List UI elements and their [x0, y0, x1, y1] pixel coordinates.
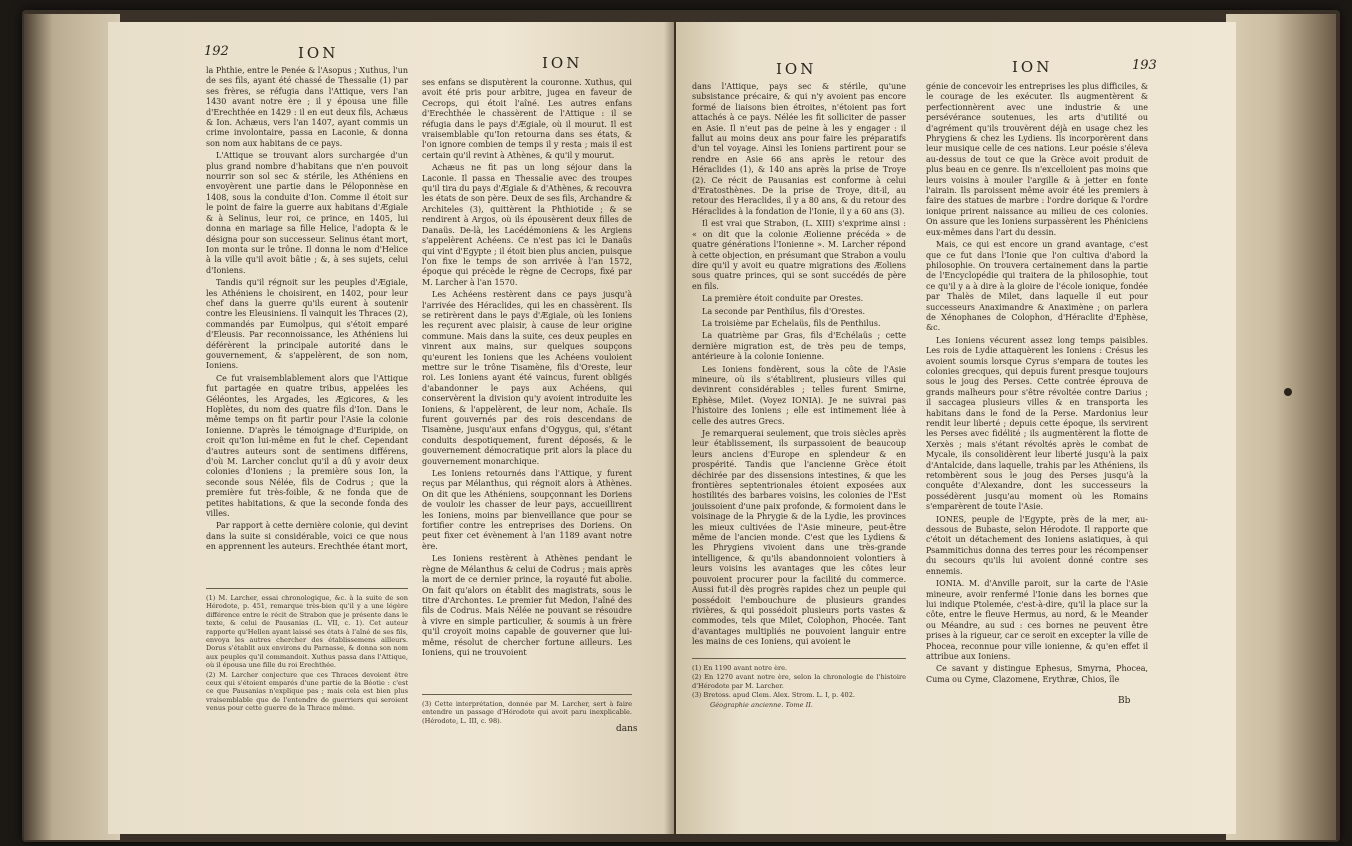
paragraph: Tandis qu'il régnoit sur les peuples d'Ægiale, les Athéniens le choisirent, en 1402, pour leur chef dans la guerre qu'ils eurent à soutenir contre les Eleusiniens. Il vainquit les Thraces (2), commandés par Eumolpus, qui s'étoit emparé d'Eleusis. Par reconnoissance, les Athéniens lui déférèrent la principale autorité dans le gouvernement, & s'appelèrent, de son nom, Ioniens. — [206, 278, 408, 371]
paragraph: Par rapport à cette dernière colonie, qui devint dans la suite si considérable, voici ce que nous en apprennent les auteurs. Erechthée étant mort, — [206, 521, 408, 552]
text-column-2 — [422, 78, 632, 660]
page-number: 192 — [204, 44, 229, 59]
paragraph: La troisième par Echelaüs, fils de Penthilus. — [702, 318, 881, 328]
footnote: (2) En 1270 avant notre ère, selon la chronologie de l'histoire d'Hérodote par M. Larcher. — [692, 673, 906, 690]
paragraph: Les Achéens restèrent dans ce pays jusqu'à l'arrivée des Héraclides, qui les en chassèrent. Ils se retirèrent dans le pays d'Ægiale, où les Ioniens les reçurent avec plaisir, à cause de leur origine commune. Mais dans la suite, ces deux peuples en vinrent aux mains, sur quelques soupçons qu'eurent les Ioniens que les Achéens vouloient mettre sur le trône Tisamène, fils d'Oreste, leur roi. Les Ioniens ayant été vaincus, furent obligés d'abandonner le pays aux Achéens, qui conservèrent la division qu'y avoient introduite les Ioniens, & l'appelèrent, de leur nom, Achaïe. Ils furent gouvernés par des rois descendans de Tisamène, jusqu'aux enfans d'Ogygus, qui, s'étant conduits despotiquement, furent déposés, & le gouvernement démocratique prit alors la place du gouvernement monarchique. — [422, 290, 632, 466]
footnote-rule — [692, 658, 906, 659]
right-page — [676, 22, 1236, 834]
text-column-1 — [692, 82, 906, 650]
paragraph: génie de concevoir les entreprises les plus difficiles, & le courage de les exécuter. Ils augmentèrent & perfectionnèrent avec une industrie & une persévérance soutenues, les arts d'utilité ou d'agrément qu'ils trouvèrent déjà en usage chez les Phrygiens & chez les Lydiens. Ils incorporèrent dans leur musique celle de ces nations. Leur poésie s'éleva au-dessus de tout ce que la Grèce avoit produit de plus beau en ce genre. Ils n'excelloient pas moins que leurs voisins à mouler l'argille & à jetter en fonte l'airain. Ils paroissent même avoir été les premiers à faire des statues de marbre : l'ordre dorique & l'ordre ionique prirent naissance au milieu de ces colonies. On assure que les Ioniens surpassèrent les Phéniciens eux-mêmes dans l'art du dessin. — [926, 82, 1148, 237]
column-head: ION — [776, 60, 817, 78]
page-edge-left — [24, 14, 120, 840]
paragraph: Ce savant y distingue Ephesus, Smyrna, Phocea, Cuma ou Cyme, Clazomene, Erythræ, Chios, île — [926, 664, 1148, 684]
page-hole-mark — [1284, 388, 1292, 396]
paragraph: Les Ioniens vécurent assez long temps paisibles. Les rois de Lydie attaquèrent les Ioniens : Crésus les avoient soumis lorsque Cyrus s'empara de toutes les colonies grecques, qui depuis furent presque toujours sous le joug des Perses. Cette contrée éprouva de grands malheurs pour s'être révoltée contre Darius ; il saccagea plusieurs villes & en transporta les habitans dans le fond de la Perse. Mardonius leur rendit leur liberté ; depuis cette époque, ils servirent les Perses avec fidélité ; ils augmentèrent la flotte de Xerxès ; mais s'étant révoltés après le combat de Mycale, ils consolidèrent leur liberté jusqu'à la paix d'Antalcide, dans laquelle, trahis par les Athéniens, ils retombèrent sous le joug des Perses jusqu'à la conquête d'Alexandre, dont les successeurs la possédèrent jusqu'au moment où les Romains s'emparèrent de toute l'Asie. — [926, 335, 1148, 512]
footnote: (1) En 1190 avant notre ère. — [692, 664, 788, 672]
footnote: Géographie ancienne. Tome II. — [710, 700, 813, 709]
left-page — [108, 22, 674, 834]
paragraph: dans l'Attique, pays sec & stérile, qu'une subsistance précaire, & qui n'y avoient pas encore formé de liaisons bien étroites, n'étoient pas fort attachés à ce pays. Nélée les fit solliciter de passer en Asie. Il n'eut pas de peine à les y engager : il fallut au moins deux ans pour faire les préparatifs d'un tel voyage. Ainsi les Ioniens partirent pour se rendre en Asie 66 ans après le retour des Héraclides (1), & 140 ans après la prise de Troye (2). Ce récit de Pausanias est conforme à celui d'Eratosthènes. De la prise de Troye, dit-il, au retour des Heraclides, il y a 80 ans, & du retour des Héraclides à la fondation de l'Ionie, il y a 60 ans (3). — [692, 82, 906, 216]
paragraph: Mais, ce qui est encore un grand avantage, c'est que ce fut dans l'Ionie que l'on cultiva d'abord la philosophie. On trouvera certainement dans la partie de l'Encyclopédie qui traitera de la philosophie, tout ce qu'il y a à dire à la gloire de l'école ionique, fondée par Thalès de Milet, dans laquelle il eut pour successeurs Anaximandre & Anaximène ; on parlera de Xénophanes de Colophon, d'Héraclite d'Ephèse, &c. — [926, 240, 1148, 333]
paragraph: Les Ioniens fondèrent, sous la côte de l'Asie mineure, où ils s'établirent, plusieurs villes qui devinrent considérables ; telles furent Smirne, Ephèse, Milet. (Voyez IONIA). Je ne suivrai pas l'histoire des Ioniens ; elle est intimement liée à celle des autres Grecs. — [692, 364, 906, 426]
catchword: dans — [616, 724, 638, 734]
text-column-2 — [926, 82, 1148, 687]
paragraph: Les Ioniens retournés dans l'Attique, y furent reçus par Mélanthus, qui régnoit alors à Athènes. On dit que les Athéniens, soupçonnant les Doriens de vouloir les chasser de leur pays, accueillirent les Ioniens, moins par bienveillance que pour se fortifier contre les entreprises des Doriens. On peut fixer cet évènement à l'an 1189 avant notre ère. — [422, 469, 632, 551]
footnote: (1) M. Larcher, essai chronologique, &c. à la suite de son Hérodote, p. 451, remarque très-bien qu'il y a une légère différence entre le récit de Strabon que je présente dans le texte, & celui de Pausanias (L. VII, c. 1). Cet auteur rapporte qu'Hellen ayant laissé ses états à l'aîné de ses fils, envoya les autres chercher des établissemens ailleurs. Dorus s'établit aux environs du Parnasse, & donna son nom aux peuples qu'il commandoit. Xuthus passa dans l'Attique, où il épousa une fille du roi Erechthée. — [206, 594, 408, 670]
paragraph: ses enfans se disputèrent la couronne. Xuthus, qui avoit été pris pour arbitre, jugea en faveur de Cecrops, qui étoit l'aîné. Les autres enfans d'Erechthée le chassèrent de l'Attique : il se réfugia dans le pays d'Ægiale, où il mourut. Il est vraisemblable qu'Ion retourna dans ses états, & l'on ignore combien de temps il y resta ; mais il est certain qu'il revint à Athènes, & qu'il y mourut. — [422, 78, 632, 160]
paragraph: IONES, peuple de l'Egypte, près de la mer, au-dessous de Bubaste, selon Hérodote. Il rapporte que c'étoit un détachement des Ioniens asiatiques, à qui Psammitichus donna des terres pour les récompenser du secours qu'ils lui avoient donné contre ses ennemis. — [926, 514, 1148, 576]
paragraph: L'Attique se trouvant alors surchargée d'un plus grand nombre d'habitans que n'en pouvoit nourrir son sol sec & stérile, les Athéniens en envoyèrent une partie dans le Péloponnèse en 1408, sous la conduite d'Ion. Comme il étoit sur le point de faire la guerre aux habitans d'Ægiale & à Selinus, leur roi, ce prince, en 1405, lui donna en mariage sa fille Helice, l'adopta & le désigna pour son successeur. Selinus étant mort, Ion monta sur le trône. Il donna le nom d'Helice à la ville qu'il avoit bâtie ; &, à ses sujets, celui d'Ioniens. — [206, 151, 408, 275]
paragraph: IONIA. M. d'Anville paroit, sur la carte de l'Asie mineure, avoir renfermé l'Ionie dans les bornes que lui indique Ptolemée, c'est-à-dire, qu'il la place sur la côte, entre le fleuve Hermus, au nord, & le Meander ou Méandre, au sud : ces bornes ne peuvent être prises à la rigueur, car ce seroit en excepter la ville de Phocea, reconnue pour ville ionienne, & qu'en effet il attribue aux Ioniens. — [926, 579, 1148, 661]
paragraph: la Phthie, entre le Penée & l'Asopus ; Xuthus, l'un de ses fils, ayant été chassé de Thessalie (1) par ses frères, se réfugia dans l'Attique, vers l'an 1430 avant notre ère ; il y épousa une fille d'Erechthée en 1429 : il en eut deux fils, Achæus & Ion. Achæus, vers l'an 1407, ayant commis un crime involontaire, passa en Laconie, & donna son nom aux habitans de ce pays. — [206, 66, 409, 148]
paragraph: Achæus ne fit pas un long séjour dans la Laconie. Il passa en Thessalie avec des troupes qu'il tira du pays d'Ægiale & d'Athènes, & recouvra les états de son père. Deux de ses fils, Archandre & Architeles (3), quittèrent la Phthiotide ; & se rendirent à Argos, où ils épousèrent deux filles de Danaüs. De-là, les Lacédémoniens & les Argiens s'appelèrent Achéens. Ce n'est pas ici le Danaüs qui vint d'Egypte ; il étoit bien plus ancien, puisque l'on fixe le temps de son arrivée à l'an 1572, époque qui précède le règne de Cecrops, fixé par M. Larcher à l'an 1570. — [422, 163, 632, 287]
column-head: ION — [542, 54, 583, 72]
paragraph: La seconde par Penthilus, fils d'Orestes. — [702, 306, 865, 316]
footnote-rule — [206, 588, 408, 589]
paragraph: Les Ioniens restèrent à Athènes pendant le règne de Mélanthus & celui de Codrus ; mais après la mort de ce dernier prince, la royauté fut abolie. On fait qu'alors on établit des magistrats, sous le titre d'Archontes. Le premier fut Medon, l'aîné des fils de Codrus. Mais Nélée ne pouvant se résoudre à vivre en simple particulier, & soumis à un frère qu'il croyoit moins capable de gouverner que lui-même, résolut de chercher fortune ailleurs. Les Ioniens, qui ne trouvoient — [422, 554, 632, 657]
running-head: ION — [298, 44, 339, 62]
text-column-1 — [206, 66, 408, 555]
footnotes-column-2 — [422, 700, 632, 726]
paragraph: Ce fut vraisemblablement alors que l'Attique fut partagée en quatre tribus, appelées les Géléontes, les Argades, les Ægicores, & les Hoplètes, du nom des quatre fils d'Ion. Dans le même temps on fit partir pour l'Asie la colonie Ionienne. D'après le témoignage d'Euripide, on croit qu'Ion lui-même en fut le chef. Cependant d'autres auteurs sont de sentimens différens, d'où M. Larcher conclut qu'il a dû y avoir deux colonies d'Ioniens ; la première sous Ion, la seconde sous Nélée, fils de Codrus ; que la première fut très-foible, & ne fonda que de petites habitations, & que la seconde fonda des villes. — [206, 373, 408, 519]
footnote: (2) M. Larcher conjecture que ces Thraces devoient être ceux qui s'étoient emparés d'une partie de la Béotie : c'est ce que Pausanias n'explique pas ; mais cela est bien plus vraisemblable que de l'entendre de guerriers qui seroient venus pour cette guerre de la Thrace même. — [206, 670, 408, 713]
footnote: (3) Bretoss. apud Clem. Alex. Strom. L. I, p. 402. — [692, 691, 856, 700]
footnote-rule — [422, 694, 632, 695]
paragraph: Je remarquerai seulement, que trois siècles après leur établissement, ils surpassoient de beaucoup leurs anciens d'Europe en splendeur & en prospérité. Tandis que l'ancienne Grèce étoit déchirée par des dissensions intestines, & que les frontières septentrionales étoient exposées aux hostilités des barbares voisins, les colonies de l'Est jouissoient d'une paix profonde, & formoient dans le voisinage de la Phrygie & de la Lydie, les provinces les mieux cultivées de l'Asie mineure, peut-être même de l'ancien monde. C'est que les Lydiens & les Phrygiens vivoient dans une très-grande intelligence, & qu'ils abandonnoient volontiers à leurs voisins les avantages que les côtes leur pouvoient procurer pour la facilité du commerce. Aussi fut-il dès progrès rapides chez un peuple qui possédoit l'embouchure de plusieurs grandes rivières, & qui possédoit plusieurs ports vastes & commodes, tels que Milet, Colophon, Phocée. Tant d'avantages multipliés ne pouvoient languir entre les mains de ces Ioniens, qui avoient le — [692, 429, 906, 647]
catchword: Bb — [1118, 696, 1131, 706]
paragraph: La première étoit conduite par Orestes. — [702, 294, 864, 304]
footnotes-column-1 — [692, 664, 906, 710]
running-head: ION — [1012, 58, 1053, 76]
page-number: 193 — [1132, 58, 1157, 73]
footnotes-column-1 — [206, 594, 408, 714]
page-edge-right — [1226, 14, 1336, 840]
footnote: (3) Cette interprétation, donnée par M. Larcher, sert à faire entendre un passage d'Hérodote qui avoit paru inexplicable. (Hérodote, L. III, c. 98). — [422, 700, 632, 725]
paragraph: Il est vrai que Strabon, (L. XIII) s'exprime ainsi : « on dit que la colonie Æolienne précéda » de quatre générations l'Ionienne ». M. Larcher répond à cette objection, en présumant que Strabon a voulu dire qu'il y avoit eu quatre migrations des Æoliens sous quatre princes, qui se sont succédés de père en fils. — [692, 219, 906, 291]
paragraph: La quatrième par Gras, fils d'Echélaüs ; cette dernière migration est, de très peu de temps, antérieure à la colonie Ionienne. — [692, 331, 906, 362]
